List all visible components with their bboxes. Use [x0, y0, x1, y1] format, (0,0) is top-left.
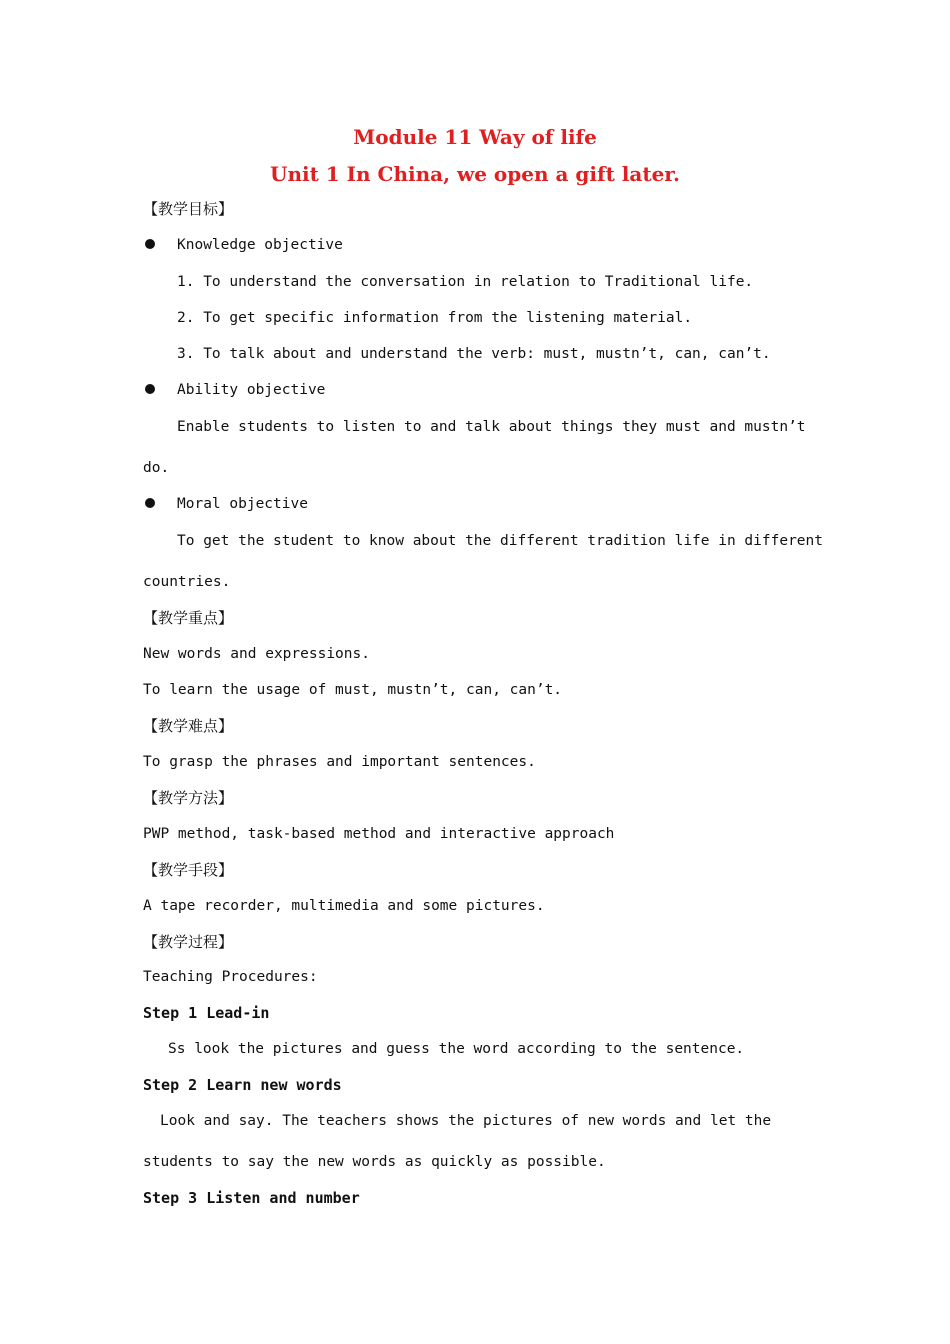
knowledge-item-2: 2. To get specific information from the listening material. — [177, 310, 693, 326]
methods-heading: 【教学方法】 — [143, 789, 234, 807]
difficulties-heading: 【教学难点】 — [143, 717, 234, 735]
knowledge-item-1: 1. To understand the conversation in relation to Traditional life. — [177, 274, 754, 290]
moral-objective-text-cont: countries. — [143, 574, 231, 590]
document-subtitle: Unit 1 In China, we open a gift later. — [270, 162, 680, 186]
ability-objective-label: Ability objective — [177, 382, 326, 398]
step-3-title: Step 3 Listen and number — [143, 1189, 360, 1207]
knowledge-item-3: 3. To talk about and understand the verb: must, mustn’t, can, can’t. — [177, 346, 771, 362]
ability-objective-text: Enable students to listen to and talk about things they must and mustn’t — [177, 419, 806, 435]
aids-text: A tape recorder, multimedia and some pictures. — [143, 898, 545, 914]
moral-objective-text: To get the student to know about the different tradition life in different — [177, 533, 824, 549]
key-points-heading: 【教学重点】 — [143, 609, 234, 627]
bullet-icon — [145, 239, 155, 249]
bullet-icon — [145, 384, 155, 394]
step-2-title: Step 2 Learn new words — [143, 1076, 342, 1094]
process-heading: 【教学过程】 — [143, 933, 234, 951]
methods-text: PWP method, task-based method and interactive approach — [143, 826, 615, 842]
document-title: Module 11 Way of life — [353, 125, 597, 149]
step-2-text: Look and say. The teachers shows the pictures of new words and let the — [160, 1113, 772, 1129]
objectives-heading: 【教学目标】 — [143, 200, 234, 218]
knowledge-objective-label: Knowledge objective — [177, 237, 343, 253]
process-intro: Teaching Procedures: — [143, 969, 318, 985]
ability-objective-text-cont: do. — [143, 460, 170, 476]
difficulties-text: To grasp the phrases and important sentences. — [143, 754, 536, 770]
step-1-text: Ss look the pictures and guess the word according to the sentence. — [168, 1041, 745, 1057]
key-point-1: New words and expressions. — [143, 646, 370, 662]
bullet-icon — [145, 498, 155, 508]
step-1-title: Step 1 Lead-in — [143, 1004, 270, 1022]
step-2-text-cont: students to say the new words as quickly as possible. — [143, 1154, 606, 1170]
key-point-2: To learn the usage of must, mustn’t, can, can’t. — [143, 682, 563, 698]
moral-objective-label: Moral objective — [177, 496, 308, 512]
aids-heading: 【教学手段】 — [143, 861, 234, 879]
